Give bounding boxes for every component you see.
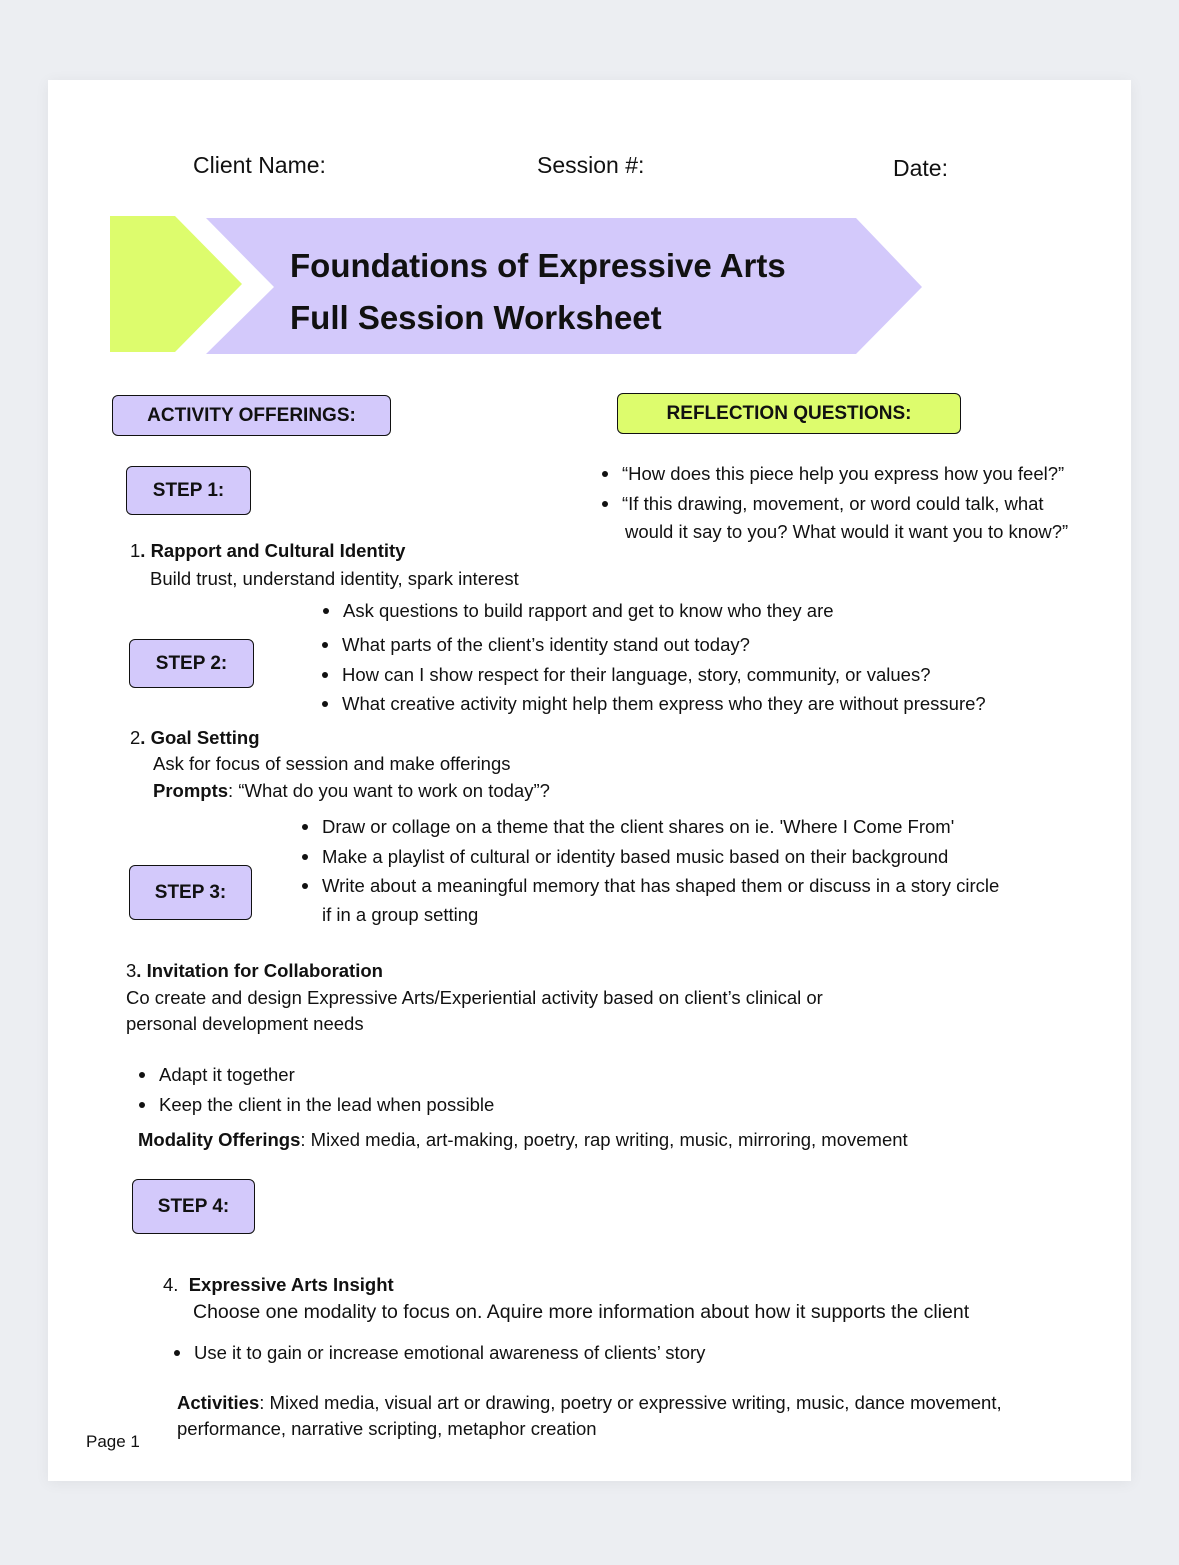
step-2-heading (130, 723, 260, 752)
step-3-description-line1: Co create and design Expressive Arts/Experiential activity based on client’s clinical or (126, 987, 823, 1008)
list-item: Make a playlist of cultural or identity based music based on their background (298, 842, 999, 872)
step-2-bullets (298, 812, 999, 901)
client-name-label: Client Name: (193, 152, 326, 178)
list-item: How can I show respect for their language, story, community, or values? (318, 660, 986, 690)
step-3-title: . Invitation for Collaboration (136, 960, 383, 981)
list-item: “How does this piece help you express how you feel?” (598, 459, 1064, 489)
step-1-heading (130, 536, 405, 565)
step-2-prompts (153, 776, 550, 805)
step-4-label: STEP 4: (132, 1179, 255, 1234)
step-4-description: Choose one modality to focus on. Aquire more information about how it supports the client (193, 1301, 970, 1323)
list-item: Ask questions to build rapport and get to know who they are (319, 596, 834, 626)
step-4-number: 4. (163, 1274, 179, 1295)
step-1-subtitle: Build trust, understand identity, spark interest (150, 568, 519, 589)
step-3-label: STEP 3: (129, 865, 252, 920)
page-title: Foundations of Expressive Arts (290, 247, 786, 284)
reflection-q2-continuation: would it say to you? What would it want you to know?” (625, 521, 1069, 542)
step-3-heading (126, 956, 383, 985)
step-3-number: 3 (126, 960, 137, 981)
step-2-number: 2 (130, 727, 141, 748)
page-subtitle: Full Session Worksheet (290, 299, 662, 336)
activities-label: Activities (177, 1392, 260, 1413)
modality-offerings-text: : Mixed media, art-making, poetry, rap writing, music, mirroring, movement (300, 1129, 908, 1150)
reflection-questions-label: REFLECTION QUESTIONS: (617, 393, 961, 434)
activities-text: : Mixed media, visual art or drawing, poetry or expressive writing, music, dance movement, (259, 1392, 1002, 1413)
page-number: Page 1 (86, 1432, 140, 1451)
reflection-questions-list (598, 459, 1064, 518)
step-3-description-line2: personal development needs (126, 1013, 364, 1034)
list-item: Use it to gain or increase emotional awareness of clients’ story (170, 1338, 705, 1368)
prompts-label: Prompts (153, 780, 229, 801)
step-2-bullet-continuation: if in a group setting (322, 904, 479, 925)
activity-offerings-label: ACTIVITY OFFERINGS: (112, 395, 391, 436)
step-4-title: Expressive Arts Insight (188, 1274, 394, 1295)
step-1-bullets-a (319, 596, 834, 626)
step-4-heading (163, 1270, 394, 1299)
prompts-text: : “What do you want to work on today”? (228, 780, 550, 801)
date-label: Date: (893, 155, 948, 181)
step-1-label: STEP 1: (126, 466, 251, 515)
step-2-subtitle: Ask for focus of session and make offerings (153, 753, 511, 774)
list-item: What creative activity might help them express who they are without pressure? (318, 689, 986, 719)
step-2-title: . Goal Setting (140, 727, 260, 748)
activities-continuation: performance, narrative scripting, metaphor creation (177, 1418, 597, 1439)
list-item: “If this drawing, movement, or word could talk, what (598, 489, 1064, 519)
list-item: Write about a meaningful memory that has shaped them or discuss in a story circle (298, 871, 999, 901)
step-4-bullets (170, 1338, 705, 1368)
step-1-number: 1 (130, 540, 141, 561)
list-item: Keep the client in the lead when possible (135, 1090, 494, 1120)
modality-offerings (138, 1125, 908, 1154)
modality-offerings-label: Modality Offerings (138, 1129, 301, 1150)
step-2-label: STEP 2: (129, 639, 254, 688)
list-item: Draw or collage on a theme that the client shares on ie. 'Where I Come From' (298, 812, 999, 842)
worksheet-page (48, 80, 1131, 1481)
list-item: What parts of the client’s identity stand out today? (318, 630, 986, 660)
activities (177, 1388, 1002, 1417)
step-1-title: . Rapport and Cultural Identity (140, 540, 406, 561)
step-3-bullets (135, 1060, 494, 1119)
step-1-bullets-b (318, 630, 986, 719)
list-item: Adapt it together (135, 1060, 494, 1090)
banner-lime-chevron (110, 216, 242, 352)
session-number-label: Session #: (537, 152, 645, 178)
